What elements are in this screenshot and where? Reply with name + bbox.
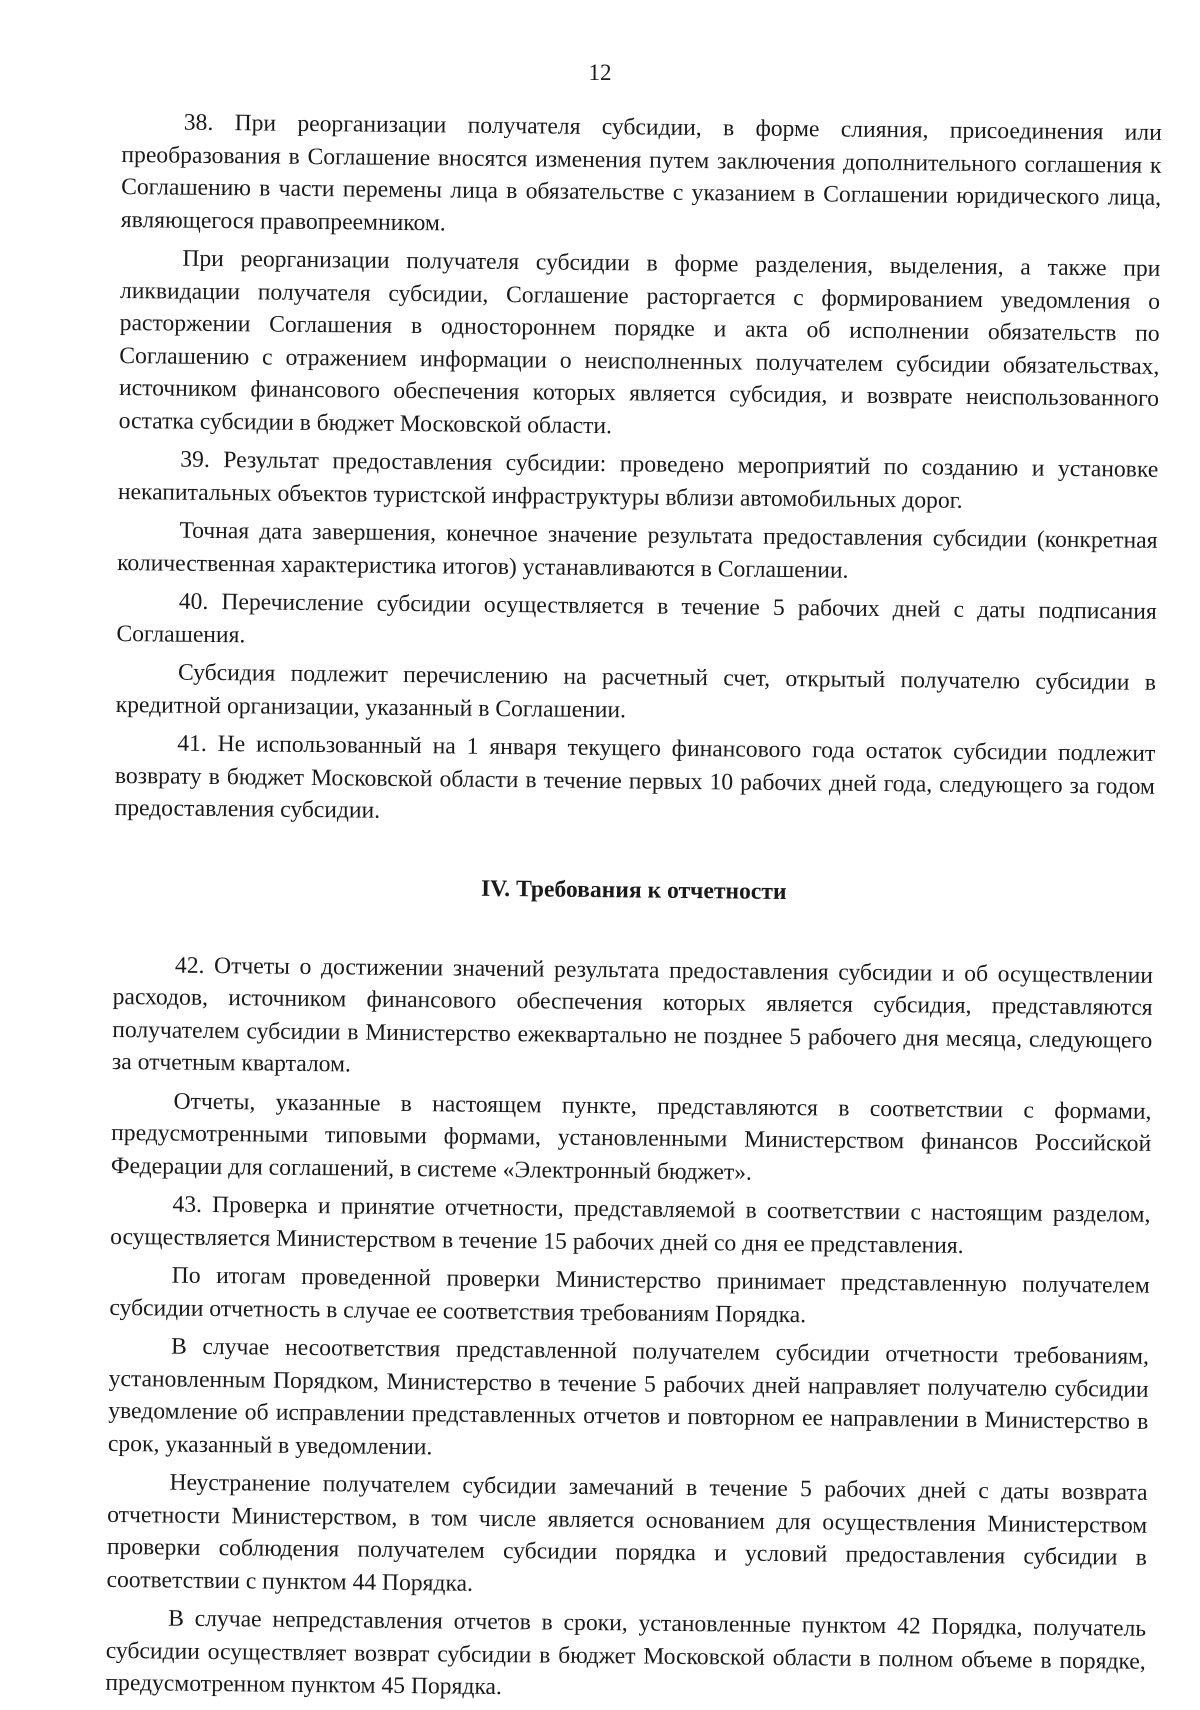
paragraph-43-remarks: Неустранение получателем субсидии замечаний в течение 5 рабочих дней с даты возврата отчетности Министерством, в том числе является основанием для осуществления Министерством проверки соблюдения получателем субсидии порядка и условий предоставления субсидии в соответствии с пунктом 44 Порядка. [106, 1469, 1148, 1597]
page-number: 12 [588, 60, 612, 85]
paragraph-41: 41. Не использованный на 1 января текущего финансового года остаток субсидии подлежит возврату в бюджет Московской области в течение первых 10 рабочих дней года, следующего за годом предоставления субсидии. [114, 730, 1156, 824]
paragraph-39-result-date: Точная дата завершения, конечное значение результата предоставления субсидии (конкретная количественная характеристика итогов) устанавливаются в Соглашении. [117, 517, 1158, 584]
paragraph-38: 38. При реорганизации получателя субсидии, в форме слияния, присоединения или преобразования в Соглашение вносятся изменения путем заключения дополнительного соглашения к Соглашению в части перемены лица в обязательстве с указанием в Соглашении юридического лица, являющегося правопреемником. [120, 109, 1162, 236]
paragraph-43-acceptance: По итогам проведенной проверки Министерство принимает представленную получателем субсидии отчетность в случае ее соответствия требованиям Порядка. [109, 1262, 1150, 1328]
paragraph-40-transfer: Субсидия подлежит перечислению на расчетный счет, открытый получателю субсидии в кредитной организации, указанный в Соглашении. [115, 659, 1157, 723]
paragraph-43-nonsubmission: В случае непредставления отчетов в сроки, установленные пунктом 42 Порядка, получатель субсидии осуществляет возврат субсидии в бюджет Московской области в полном объеме в порядке, предусмотренном пунктом 45 Порядка. [105, 1605, 1147, 1701]
document-body [105, 106, 1162, 1710]
paragraph-43: 43. Проверка и принятие отчетности, представляемой в соответствии с настоящим разделом, осуществляется Министерством в течение 15 рабочих дней со дня ее представления. [110, 1191, 1151, 1259]
paragraph-42: 42. Отчеты о достижении значений результата предоставления субсидии и об осуществлении расходов, источником финансового обеспечения которых является субсидия, представляются получателем субсидии в Министерство ежеквартально не позднее 5 рабочего дня месяца, следующего за отчетным кварталом. [111, 952, 1154, 1078]
paragraph-39: 39. Результат предоставления субсидии: проведено мероприятий по созданию и установке некапитальных объектов туристской инфраструктуры вблизи автомобильных дорог. [117, 446, 1159, 514]
paragraph-42-forms: Отчеты, указанные в настоящем пункте, представляются в соответствии с формами, предусмотренными типовыми формами, установленными Министерством финансов Российской Федерации для соглашений, в системе «Электронный бюджет». [110, 1088, 1152, 1186]
paragraph-38-reorganization: При реорганизации получателя субсидии в форме разделения, выделения, а также при ликвидации получателя субсидии, Соглашение расторгается с формированием уведомления о расторжении Соглашения в одностороннем порядке и акта об исполнении обязательств по Соглашению с отражением информации о неисполненных получателем субсидии обязательствах, источником финансового обеспечения которых является субсидия, и возврате неиспользованного остатка субсидии в бюджет Московской области. [118, 245, 1161, 439]
paragraph-40: 40. Перечисление субсидии осуществляется в течение 5 рабочих дней с даты подписания Соглашения. [116, 588, 1157, 648]
paragraph-43-nonconformity: В случае несоответствия представленной получателем субсидии отчетности требованиям, установленным Порядком, Министерство в течение 5 рабочих дней направляет получателю субсидии уведомление об исправлении представленных отчетов и повторном ее направлении в Министерство в срок, указанный в уведомлении. [107, 1333, 1150, 1460]
section-heading: IV. Требования к отчетности [480, 875, 787, 905]
